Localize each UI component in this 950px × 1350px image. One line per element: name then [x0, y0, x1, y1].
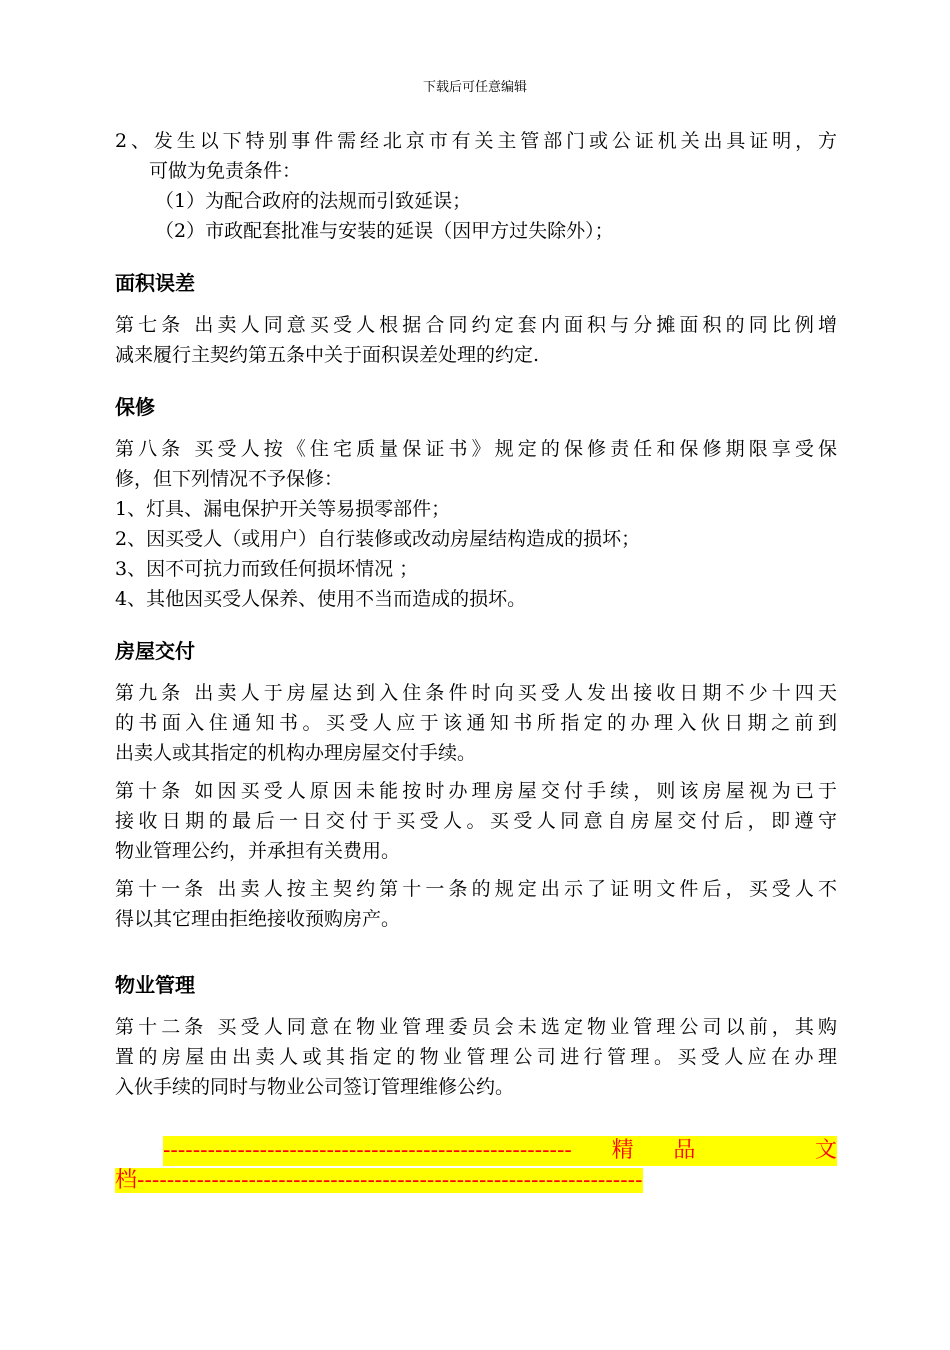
- clause-8-line-1: 第八条 买受人按《住宅质量保证书》规定的保修责任和保修期限享受保: [115, 438, 837, 460]
- heading-area-error: 面积误差: [115, 271, 195, 295]
- warranty-exclusion-item: 2、因买受人（或用户）自行装修或改动房屋结构造成的损坏；: [115, 528, 641, 550]
- clause-11-line-2: 得以其它理由拒绝接收预购房产。: [115, 908, 401, 930]
- footer-line-2: [115, 1166, 837, 1196]
- exemption-item-2: （2）市政配套批准与安装的延误（因甲方过失除外）；: [155, 220, 614, 242]
- footer-char-jing: 精: [611, 1138, 634, 1163]
- footer-char-dang: 档: [115, 1168, 138, 1193]
- clause-9: [115, 678, 837, 768]
- page-header: 下载后可任意编辑: [422, 80, 527, 95]
- clause-10-line-3: 物业管理公约，并承担有关费用。: [115, 840, 401, 862]
- footer-highlight-2: [115, 1168, 643, 1193]
- clause-10: [115, 776, 837, 866]
- warranty-exclusion-item: 4、其他因买受人保养、使用不当而造成的损坏。: [115, 588, 527, 610]
- clause-12-line-1: 第十二条 买受人同意在物业管理委员会未选定物业管理公司以前，其购: [115, 1016, 837, 1038]
- clause-9-line-3: 出卖人或其指定的机构办理房屋交付手续。: [115, 742, 477, 764]
- clause-10-line-2: 接收日期的最后一日交付于买受人。买受人同意自房屋交付后，即遵守: [115, 810, 837, 832]
- document-body: [115, 126, 837, 1196]
- clause-10-line-1: 第十条 如因买受人原因未能按时办理房屋交付手续，则该房屋视为已于: [115, 780, 837, 802]
- footer-line-1: [115, 1136, 837, 1166]
- heading-property-management: 物业管理: [115, 973, 195, 997]
- clause-12: [115, 1012, 837, 1102]
- footer-spacer: [735, 1136, 775, 1166]
- clause-7-line-1: 第七条 出卖人同意买受人根据合同约定套内面积与分摊面积的同比例增: [115, 314, 837, 336]
- clause-11: [115, 874, 837, 934]
- clause-7-line-2: 减来履行主契约第五条中关于面积误差处理的约定.: [115, 344, 540, 366]
- clause-12-line-3: 入伙手续的同时与物业公司签订管理维修公约。: [115, 1076, 515, 1098]
- warranty-exclusion-item: 1、灯具、漏电保护开关等易损零部件；: [115, 498, 451, 520]
- clause-12-line-2: 置的房屋由出卖人或其指定的物业管理公司进行管理。买受人应在办理: [115, 1046, 837, 1068]
- footer-highlight-1: [163, 1136, 837, 1166]
- footer-dashes-2: --------------------------------------------------------------------: [137, 1168, 643, 1193]
- clause-8: [115, 434, 837, 614]
- footer-dashes-1: -------------------------------------------------------: [163, 1138, 572, 1163]
- exemption-section: [115, 126, 837, 246]
- clause-9-line-2: 的书面入住通知书。买受人应于该通知书所指定的办理入伙日期之前到: [115, 712, 837, 734]
- clause-9-line-1: 第九条 出卖人于房屋达到入住条件时向买受人发出接收日期不少十四天: [115, 682, 837, 704]
- clause-8-line-2: 修，但下列情况不予保修：: [115, 468, 344, 490]
- clause-7: [115, 310, 837, 370]
- warranty-exclusion-item: 3、因不可抗力而致任何损坏情况 ；: [115, 558, 419, 580]
- footer-watermark: [115, 1136, 837, 1196]
- exemption-line-2: 可做为免责条件：: [149, 160, 302, 182]
- clause-11-line-1: 第十一条 出卖人按主契约第十一条的规定出示了证明文件后，买受人不: [115, 878, 837, 900]
- footer-char-wen: 文: [814, 1138, 837, 1163]
- heading-warranty: 保修: [115, 395, 155, 419]
- exemption-line-1: 2、发生以下特别事件需经北京市有关主管部门或公证机关出具证明，方: [115, 130, 837, 152]
- exemption-item-1: （1）为配合政府的法规而引致延误；: [155, 190, 472, 212]
- heading-delivery: 房屋交付: [115, 639, 195, 663]
- footer-char-pin: 品: [673, 1138, 696, 1163]
